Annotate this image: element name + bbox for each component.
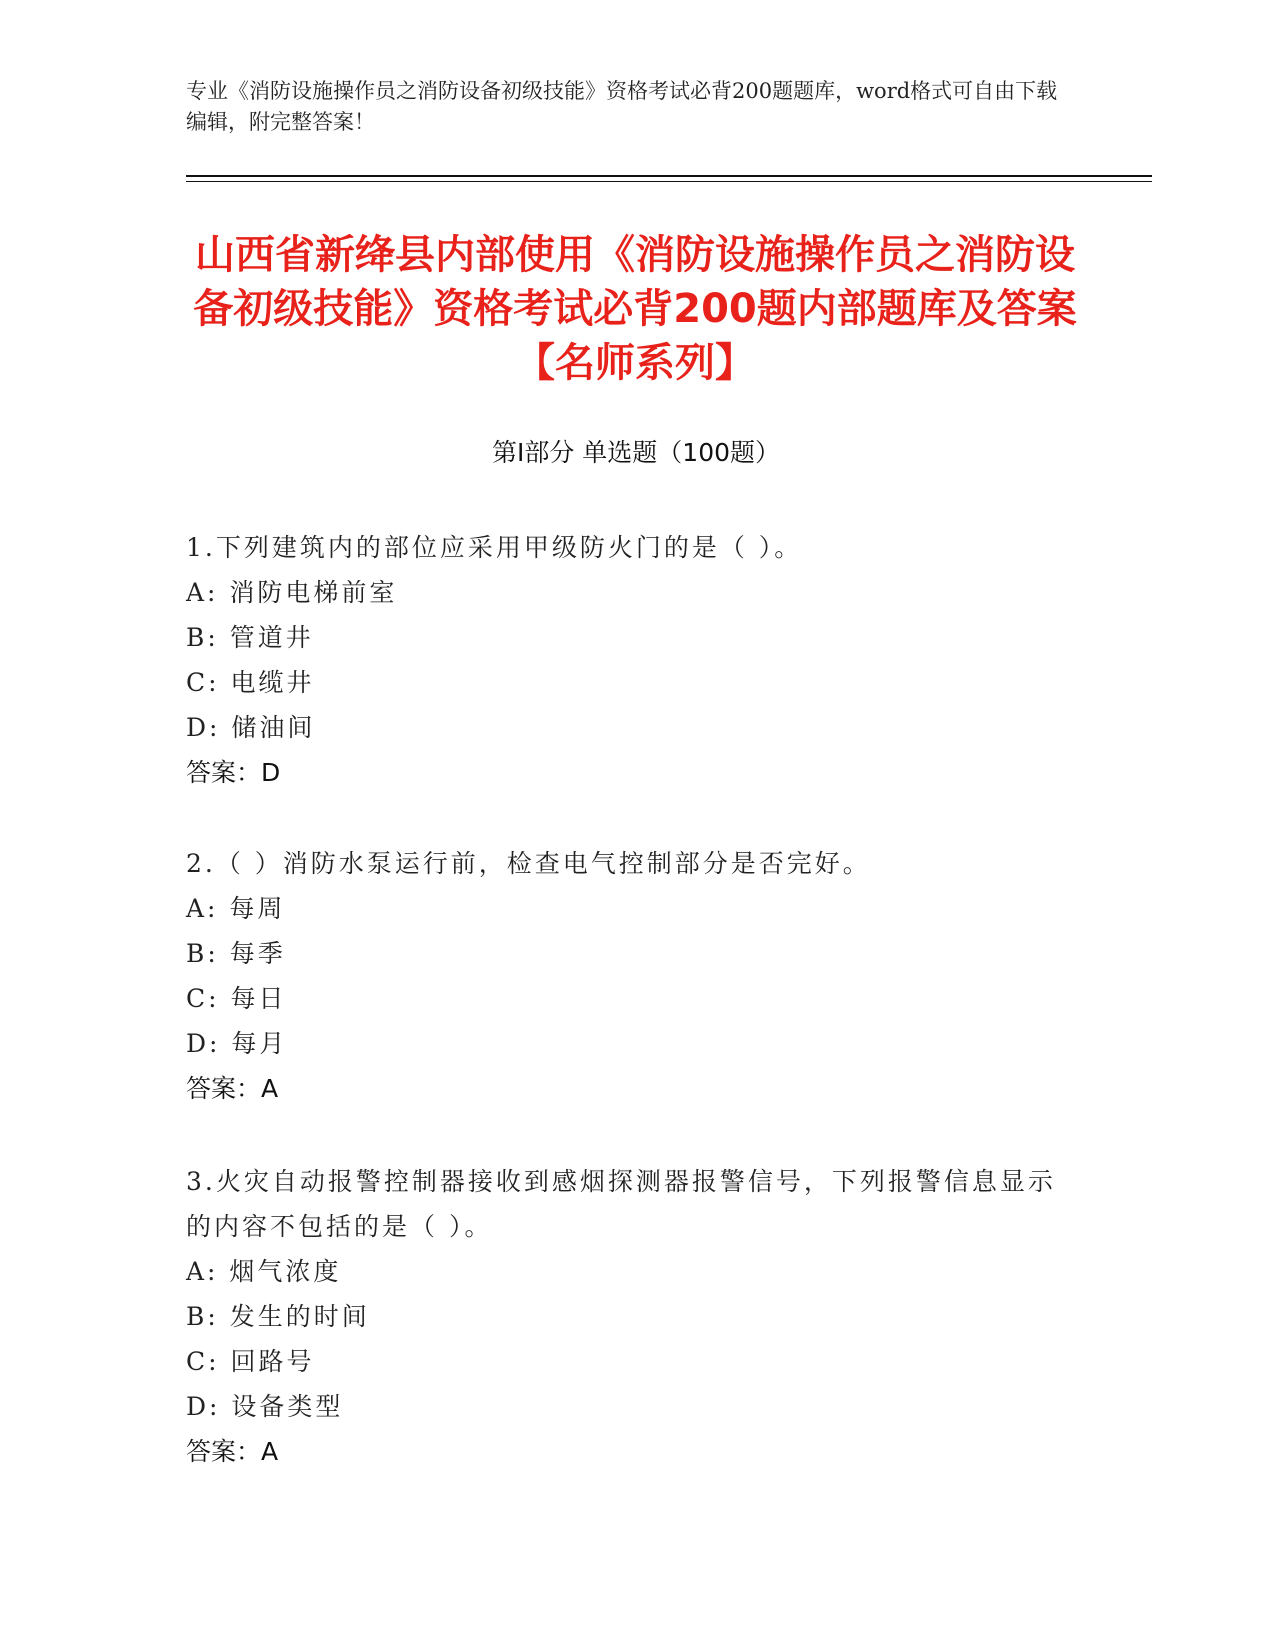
- header-note: 专业《消防设施操作员之消防设备初级技能》资格考试必背200题题库，word格式可自由下载编辑，附完整答案！: [186, 79, 1058, 134]
- section-title: 第I部分 单选题（100题）: [491, 438, 781, 467]
- question-option-b: B: 管道井: [186, 623, 314, 652]
- question-stem: 1.下列建筑内的部位应采用甲级防火门的是（ ）。: [186, 533, 803, 562]
- question-option-b: B: 发生的时间: [186, 1302, 370, 1331]
- question-2: [186, 841, 1066, 1111]
- document-title: 山西省新绛县内部使用《消防设施操作员之消防设备初级技能》资格考试必背200题内部题库及答案【名师系列】: [193, 232, 1077, 386]
- question-option-d: D: 每月: [186, 1029, 288, 1058]
- question-option-c: C: 每日: [186, 984, 287, 1013]
- question-answer: 答案：A: [186, 1437, 279, 1466]
- question-1: [186, 525, 1066, 795]
- question-option-a: A: 烟气浓度: [186, 1257, 342, 1286]
- header-divider-thick: [186, 175, 1152, 177]
- question-option-b: B: 每季: [186, 939, 286, 968]
- question-option-d: D: 储油间: [186, 713, 316, 742]
- question-3: [186, 1159, 1066, 1474]
- question-option-d: D: 设备类型: [186, 1392, 344, 1421]
- header-divider-thin: [186, 181, 1152, 182]
- question-answer: 答案：D: [186, 758, 281, 787]
- question-stem: 2.（ ）消防水泵运行前，检查电气控制部分是否完好。: [186, 849, 871, 878]
- question-option-c: C: 回路号: [186, 1347, 315, 1376]
- question-option-c: C: 电缆井: [186, 668, 315, 697]
- question-option-a: A: 消防电梯前室: [186, 578, 398, 607]
- question-option-a: A: 每周: [186, 894, 286, 923]
- question-stem: 3.火灾自动报警控制器接收到感烟探测器报警信号，下列报警信息显示的内容不包括的是（ ）。: [186, 1167, 1056, 1241]
- question-answer: 答案：A: [186, 1074, 279, 1103]
